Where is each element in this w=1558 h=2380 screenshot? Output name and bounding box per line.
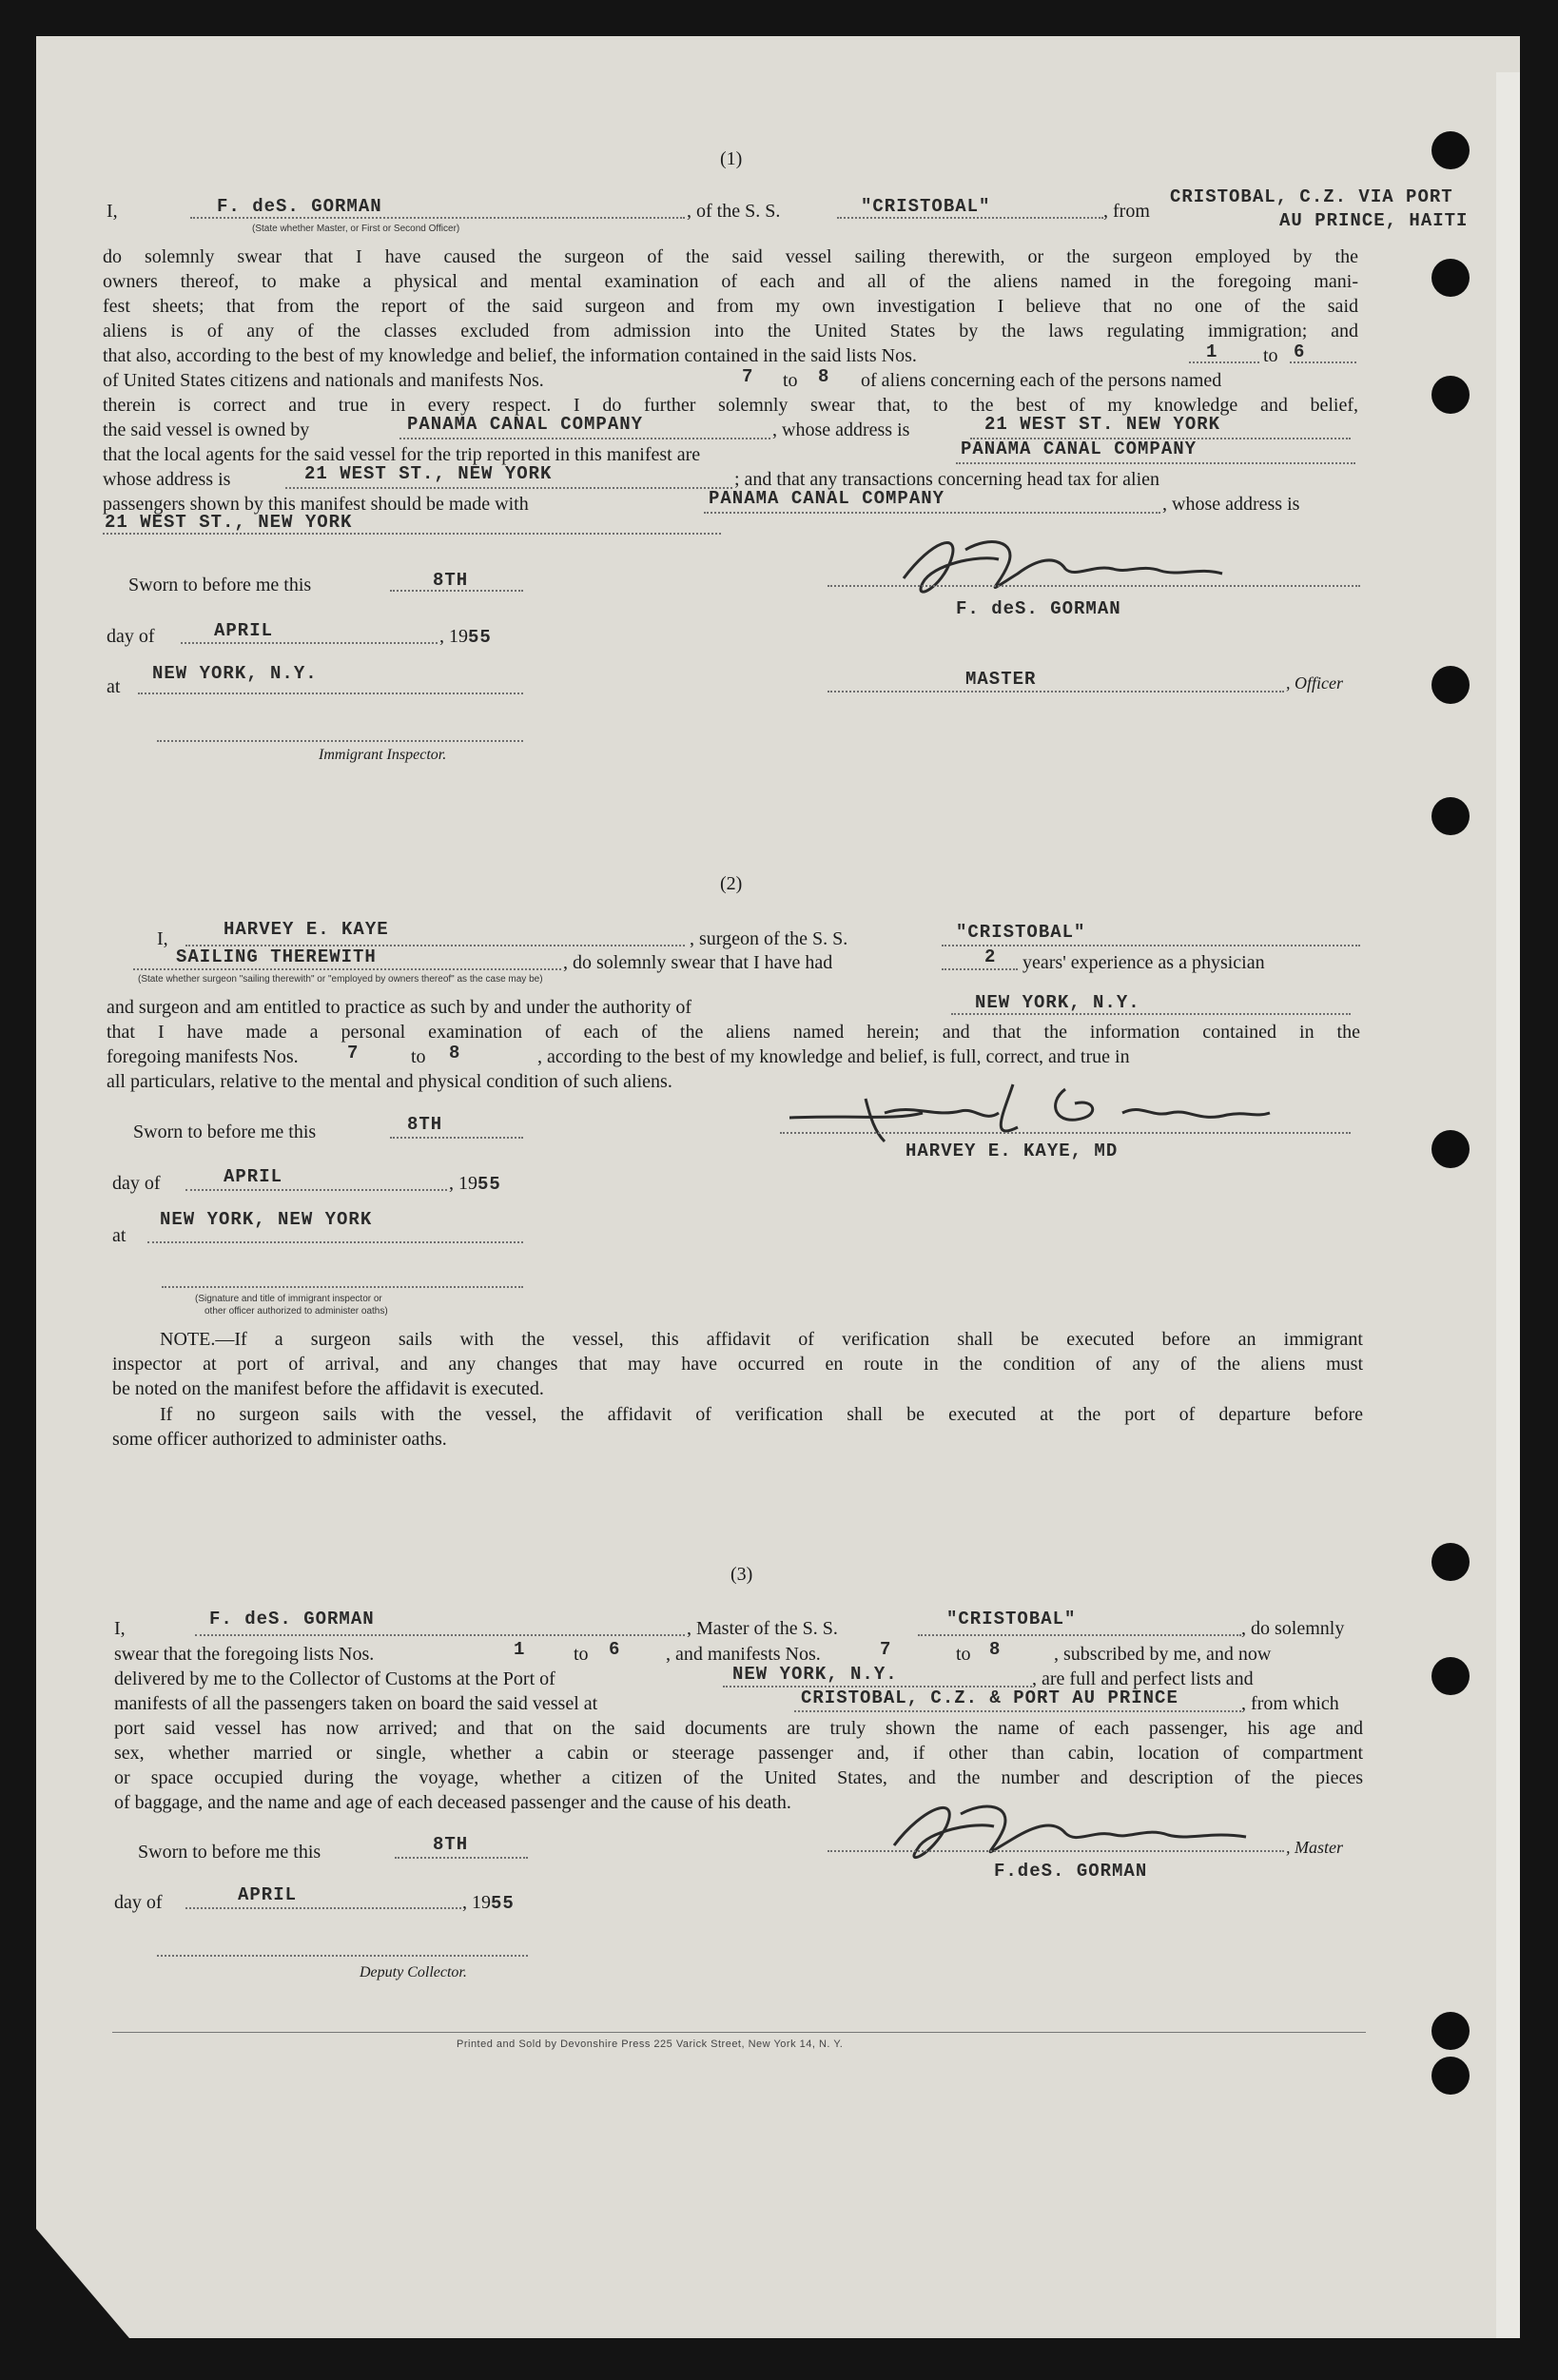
s3-month-line [185, 1907, 461, 1909]
s2-sworn-day: 8TH [407, 1114, 443, 1135]
s1-lists-to: 6 [1294, 341, 1306, 362]
s1-sworn-label: Sworn to before me this [128, 575, 312, 595]
s1-signer-typed: F. deS. GORMAN [956, 598, 1121, 619]
s3-para-line-2b: , and manifests Nos. [666, 1644, 821, 1665]
s2-sail-caption: (State whether surgeon "sailing therewith" or "employed by owners thereof" as the case may be) [138, 974, 543, 985]
s1-headtax-address-line [103, 533, 721, 535]
s1-lists-to-line [1290, 361, 1356, 363]
s2-sworn-label: Sworn to before me this [133, 1122, 317, 1142]
s1-headtax-line [704, 512, 1160, 514]
s2-line2a: , do solemnly swear that I have had [563, 952, 833, 973]
s2-year-prefix: , 19 [449, 1173, 477, 1194]
s1-month-line [181, 642, 438, 644]
s1-para-line-7: therein is correct and true in every respect. I do further solemnly swear that, to the best of my knowledge and belief, [103, 395, 1358, 416]
s2-line2b: years' experience as a physician [1022, 952, 1265, 973]
s2-place: NEW YORK, NEW YORK [160, 1209, 373, 1230]
s2-years-line [942, 968, 1018, 970]
s2-vessel-line [942, 945, 1360, 946]
s1-inspector-line [157, 740, 523, 742]
s3-year-prefix: , 19 [462, 1892, 491, 1913]
s1-man-to-word: to [783, 370, 798, 391]
s1-para-line-3: fest sheets; that from the report of the said surgeon and from my own investigation I believe that no one of the said [103, 296, 1358, 317]
binding-strip [1496, 72, 1556, 2374]
binder-hole [1431, 797, 1470, 835]
s3-para-line-7: or space occupied during the voyage, whether a citizen of the United States, and the number and description of the pieces [114, 1767, 1363, 1788]
s3-origin-line [794, 1710, 1241, 1712]
s1-title-line [828, 691, 1284, 693]
s3-vessel-name: "CRISTOBAL" [946, 1609, 1077, 1629]
s1-place: NEW YORK, N.Y. [152, 663, 318, 684]
s3-para-line-4a: manifests of all the passengers taken on board the said vessel at [114, 1693, 598, 1714]
s1-owner-address: 21 WEST ST. NEW YORK [984, 414, 1221, 435]
s2-sig-caption-2: other officer authorized to administer oaths) [204, 1306, 388, 1317]
s1-para-line-2: owners thereof, to make a physical and mental examination of each and all of the aliens named in the foregoing mani- [103, 271, 1358, 292]
s1-line1-from-label: , from [1103, 201, 1150, 222]
s1-inspector-caption: Immigrant Inspector. [319, 747, 447, 763]
s1-agents-address: 21 WEST ST., NEW YORK [304, 463, 553, 484]
s1-title-typed: MASTER [965, 669, 1037, 690]
s3-line1-vessel-label: , Master of the S. S. [687, 1618, 838, 1639]
s1-para-line-1: do solemnly swear that I have caused the surgeon of the said vessel sailing therewith, or the surgeon employed by the [103, 246, 1358, 267]
binder-hole [1431, 131, 1470, 169]
s2-authority: NEW YORK, N.Y. [975, 992, 1140, 1013]
s2-para-line-5a: foregoing manifests Nos. [107, 1046, 299, 1067]
s3-vessel-line [918, 1634, 1241, 1636]
s3-master-signature [866, 1793, 1265, 1869]
s2-para-line-3a: and surgeon and am entitled to practice as such by and under the authority of [107, 997, 691, 1018]
s2-note-line-4: If no surgeon sails with the vessel, the affidavit of verification shall be executed at the port of departure before [160, 1404, 1363, 1425]
printer-imprint: Printed and Sold by Devonshire Press 225 Varick Street, New York 14, N. Y. [457, 2039, 844, 2050]
s1-para-line-8b: , whose address is [772, 419, 910, 440]
s2-sailing: SAILING THEREWITH [176, 946, 377, 967]
s1-line1-vessel-label: , of the S. S. [687, 201, 781, 222]
s3-para-line-2a: swear that the foregoing lists Nos. [114, 1644, 375, 1665]
s1-lists-to-word: to [1263, 345, 1278, 366]
s1-signature-line [828, 585, 1360, 587]
s2-years: 2 [984, 946, 997, 967]
s2-at-label: at [112, 1225, 127, 1246]
binder-hole [1431, 2057, 1470, 2095]
s1-from-port-2: AU PRINCE, HAITI [1279, 210, 1469, 231]
section-2-number: (2) [720, 873, 743, 894]
s3-year: 55 [491, 1893, 515, 1914]
binder-hole [1431, 259, 1470, 297]
s1-sworn-day-line [390, 590, 523, 592]
s3-collector-caption: Deputy Collector. [360, 1964, 467, 1980]
s1-headtax-address: 21 WEST ST., NEW YORK [105, 512, 353, 533]
binder-hole [1431, 666, 1470, 704]
s1-para-line-9a: that the local agents for the said vessel for the trip reported in this manifest are [103, 444, 701, 465]
s1-officer-suffix: , Officer [1286, 673, 1343, 693]
s3-origin: CRISTOBAL, C.Z. & PORT AU PRINCE [801, 1687, 1178, 1708]
s3-signer-typed: F.deS. GORMAN [994, 1861, 1148, 1882]
s1-dayof-label: day of [107, 626, 155, 647]
s3-month: APRIL [238, 1884, 298, 1905]
s3-signature-line [828, 1850, 1284, 1852]
s1-officer-caption: (State whether Master, or First or Second Officer) [252, 224, 460, 234]
s3-para-line-8: of baggage, and the name and age of each deceased passenger and the cause of his death. [114, 1792, 791, 1813]
binder-hole [1431, 2012, 1470, 2050]
s1-month: APRIL [214, 620, 274, 641]
s1-headtax: PANAMA CANAL COMPANY [709, 488, 945, 509]
binder-hole [1431, 1543, 1470, 1581]
s1-year: 55 [468, 627, 492, 648]
s2-dayof-label: day of [112, 1173, 161, 1194]
s1-vessel-line [837, 217, 1103, 219]
s3-para-line-2c: , subscribed by me, and now [1054, 1644, 1272, 1665]
footer-rule [112, 2032, 1366, 2033]
s1-master-name: F. deS. GORMAN [217, 196, 382, 217]
s2-sailing-line [133, 968, 561, 970]
s1-lists-from: 1 [1206, 341, 1218, 362]
s3-man-to: 8 [989, 1639, 1002, 1660]
s1-master-line [190, 217, 685, 219]
s2-signature-line [780, 1132, 1351, 1134]
s3-line1-prefix: I, [114, 1618, 126, 1639]
s1-para-line-10a: whose address is [103, 469, 231, 490]
s2-signer-typed: HARVEY E. KAYE, MD [906, 1141, 1119, 1161]
s3-para-line-3a: delivered by me to the Collector of Customs at the Port of [114, 1668, 555, 1689]
s2-note-line-1: NOTE.—If a surgeon sails with the vessel, this affidavit of verification shall be executed before an immigrant [160, 1329, 1363, 1350]
s1-owner: PANAMA CANAL COMPANY [407, 414, 644, 435]
s3-man-to-word: to [956, 1644, 971, 1665]
s2-line1-vessel-label: , surgeon of the S. S. [690, 928, 848, 949]
s3-para-line-3b: , are full and perfect lists and [1032, 1668, 1254, 1689]
s1-from-port-1: CRISTOBAL, C.Z. VIA PORT [1170, 186, 1453, 207]
s3-para-line-6: sex, whether married or single, whether a cabin or steerage passenger and, if other than cabin, location of compartment [114, 1743, 1363, 1764]
s2-para-line-6: all particulars, relative to the mental and physical condition of such aliens. [107, 1071, 672, 1092]
s1-para-line-6a: of United States citizens and nationals and manifests Nos. [103, 370, 544, 391]
s1-para-line-11a: passengers shown by this manifest should be made with [103, 494, 529, 515]
s3-dayof-label: day of [114, 1892, 163, 1913]
s1-agents: PANAMA CANAL COMPANY [961, 439, 1198, 459]
binder-hole [1431, 376, 1470, 414]
s2-para-line-4: that I have made a personal examination of each of the aliens named herein; and that the information contained in the [107, 1022, 1360, 1043]
s3-master-suffix: , Master [1286, 1838, 1343, 1857]
s2-man-to-word: to [411, 1046, 426, 1067]
s2-line1-prefix: I, [157, 928, 168, 949]
s1-master-signature [875, 531, 1237, 607]
s2-note-line-3: be noted on the manifest before the affidavit is executed. [112, 1378, 544, 1399]
s2-vessel-name: "CRISTOBAL" [956, 922, 1086, 943]
s1-para-line-11b: , whose address is [1162, 494, 1300, 515]
s2-surgeon-name: HARVEY E. KAYE [224, 919, 389, 940]
s3-collector-line [157, 1955, 528, 1957]
s2-note-line-5: some officer authorized to administer oaths. [112, 1429, 447, 1450]
s1-vessel-name: "CRISTOBAL" [861, 196, 991, 217]
s1-man-to: 8 [818, 366, 830, 387]
s2-month: APRIL [224, 1166, 283, 1187]
section-1-number: (1) [720, 148, 743, 169]
binder-hole [1431, 1130, 1470, 1168]
s3-lists-to: 6 [609, 1639, 621, 1660]
s1-para-line-4: aliens is of any of the classes excluded from admission into the United States by the laws regulating immigration; and [103, 321, 1358, 341]
s3-master-line [195, 1634, 685, 1636]
s1-year-prefix: , 19 [439, 626, 468, 647]
s2-sworn-day-line [390, 1137, 523, 1139]
binder-hole [1431, 1657, 1470, 1695]
s3-man-from: 7 [880, 1639, 892, 1660]
s3-port: NEW YORK, N.Y. [732, 1664, 898, 1685]
s2-place-line [147, 1241, 523, 1243]
s2-inspector-line [162, 1286, 523, 1288]
s3-sworn-day: 8TH [433, 1834, 469, 1855]
s3-sworn-label: Sworn to before me this [138, 1842, 321, 1863]
s3-lists-to-word: to [574, 1644, 589, 1665]
s2-sig-caption-1: (Signature and title of immigrant inspector or [195, 1294, 382, 1304]
s1-para-line-8a: the said vessel is owned by [103, 419, 310, 440]
s1-para-line-10b: ; and that any transactions concerning head tax for alien [734, 469, 1160, 490]
section-3-number: (3) [730, 1564, 753, 1585]
s3-para-line-4b: , from which [1241, 1693, 1339, 1714]
s3-line1-end: , do solemnly [1241, 1618, 1345, 1639]
s1-lists-from-line [1189, 361, 1259, 363]
s2-para-line-5b: , according to the best of my knowledge and belief, is full, correct, and true in [537, 1046, 1130, 1067]
s2-month-line [185, 1189, 447, 1191]
s1-line1-prefix: I, [107, 201, 118, 222]
s1-owner-line [399, 438, 770, 439]
s3-para-line-5: port said vessel has now arrived; and that on the said documents are truly shown the name of each passenger, his age and [114, 1718, 1363, 1739]
s1-para-line-5: that also, according to the best of my knowledge and belief, the information contained in the said lists Nos. [103, 345, 917, 366]
s1-para-line-6b: of aliens concerning each of the persons named [861, 370, 1222, 391]
s1-agents-address-line [285, 487, 732, 489]
s1-sworn-day: 8TH [433, 570, 469, 591]
s2-authority-line [951, 1013, 1351, 1015]
s2-year: 55 [477, 1174, 501, 1195]
s3-master-name: F. deS. GORMAN [209, 1609, 375, 1629]
s2-man-from: 7 [347, 1043, 360, 1063]
s1-at-label: at [107, 676, 121, 697]
s3-sworn-day-line [395, 1857, 528, 1859]
s2-note-line-2: inspector at port of arrival, and any changes that may have occurred en route in the condition of any of the aliens must [112, 1354, 1363, 1375]
s1-agents-line [956, 462, 1355, 464]
s1-man-from: 7 [742, 366, 754, 387]
s3-lists-from: 1 [514, 1639, 526, 1660]
s1-place-line [138, 693, 523, 694]
s2-man-to: 8 [449, 1043, 461, 1063]
